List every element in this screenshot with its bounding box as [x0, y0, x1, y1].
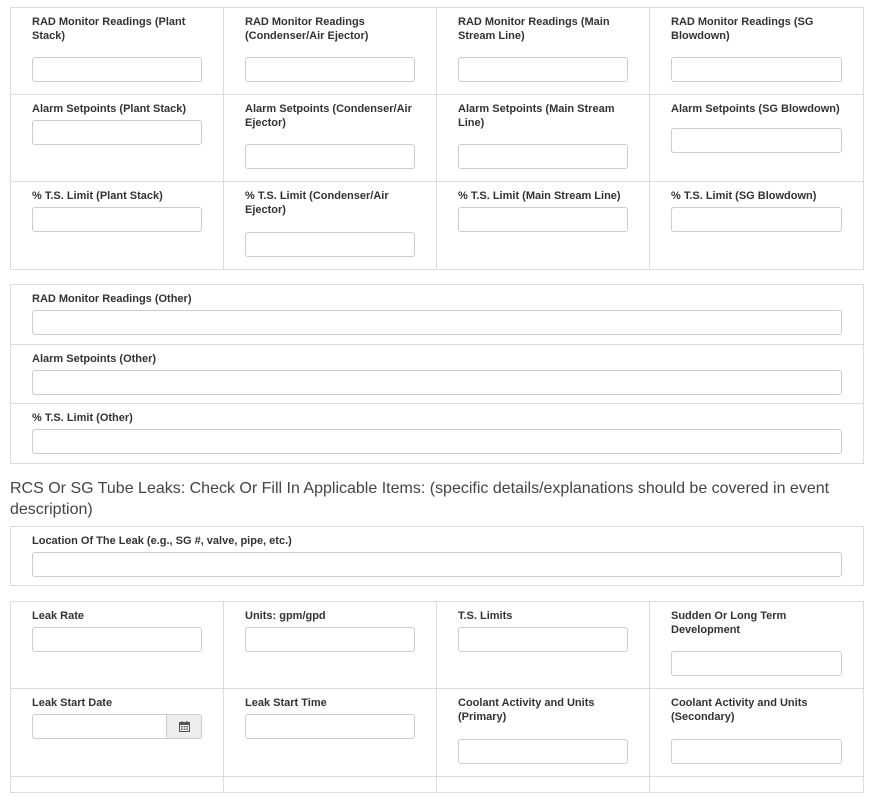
cell-units [224, 602, 437, 689]
coolant-primary-input[interactable] [458, 739, 628, 764]
empty-cell [11, 777, 224, 792]
row-ts-other [11, 404, 863, 463]
leak-rate-input[interactable] [32, 627, 202, 652]
field-label: Coolant Activity and Units (Secondary) [671, 697, 808, 723]
empty-cell [224, 777, 437, 792]
development-input[interactable] [671, 651, 842, 676]
field-label: Alarm Setpoints (SG Blowdown) [671, 103, 840, 115]
cell-ts-limits [437, 602, 650, 689]
field-label: % T.S. Limit (Main Stream Line) [458, 190, 621, 202]
cell-alarm-plant-stack [11, 95, 224, 182]
leaks-section-heading: RCS Or SG Tube Leaks: Check Or Fill In Applicable Items: (specific details/explanations should be covered in event description) [10, 480, 830, 518]
cell-ts-condenser [224, 182, 437, 269]
cell-rad-main-stream [437, 8, 650, 95]
coolant-secondary-input[interactable] [671, 739, 842, 764]
row-location [11, 527, 863, 585]
location-section [10, 526, 864, 586]
cell-ts-main-stream [437, 182, 650, 269]
cell-rad-condenser [224, 8, 437, 95]
calendar-button[interactable] [167, 714, 202, 739]
field-label: % T.S. Limit (SG Blowdown) [671, 190, 817, 202]
field-label: Leak Start Time [245, 697, 327, 709]
cell-coolant-secondary [650, 689, 863, 777]
rad-sg-blowdown-input[interactable] [671, 57, 842, 82]
row-rad-other [11, 285, 863, 345]
leak-location-input[interactable] [32, 552, 842, 577]
leak-start-time-input[interactable] [245, 714, 415, 739]
field-label: Coolant Activity and Units (Primary) [458, 697, 595, 723]
rad-monitor-grid [10, 7, 864, 270]
units-input[interactable] [245, 627, 415, 652]
alarm-sg-blowdown-input[interactable] [671, 128, 842, 153]
ts-sg-blowdown-input[interactable] [671, 207, 842, 232]
cell-development [650, 602, 863, 689]
alarm-condenser-input[interactable] [245, 144, 415, 169]
field-label: RAD Monitor Readings (Main Stream Line) [458, 16, 610, 42]
alarm-plant-stack-input[interactable] [32, 120, 202, 145]
rad-condenser-input[interactable] [245, 57, 415, 82]
calendar-icon [179, 721, 190, 732]
cell-coolant-primary [437, 689, 650, 777]
field-label: Leak Rate [32, 610, 84, 622]
rad-other-input[interactable] [32, 310, 842, 335]
alarm-main-stream-input[interactable] [458, 144, 628, 169]
alarm-other-input[interactable] [32, 370, 842, 395]
leak-details-grid [10, 601, 864, 793]
row-alarm-other [11, 345, 863, 404]
ts-main-stream-input[interactable] [458, 207, 628, 232]
field-label: Alarm Setpoints (Plant Stack) [32, 103, 187, 115]
field-label: Leak Start Date [32, 697, 113, 709]
cell-rad-sg-blowdown [650, 8, 863, 95]
cell-leak-start-time [224, 689, 437, 777]
field-label: T.S. Limits [458, 610, 513, 622]
leak-start-date-input[interactable] [32, 714, 167, 739]
rad-plant-stack-input[interactable] [32, 57, 202, 82]
field-label: % T.S. Limit (Other) [32, 412, 133, 424]
field-label: Units: gpm/gpd [245, 610, 326, 622]
field-label: RAD Monitor Readings (Other) [32, 293, 192, 305]
ts-limits-input[interactable] [458, 627, 628, 652]
field-label: RAD Monitor Readings (Plant Stack) [32, 16, 186, 42]
ts-other-input[interactable] [32, 429, 842, 454]
cell-ts-sg-blowdown [650, 182, 863, 269]
cell-leak-rate [11, 602, 224, 689]
field-label: Alarm Setpoints (Other) [32, 353, 157, 365]
cell-alarm-condenser [224, 95, 437, 182]
leak-start-date-group [32, 714, 202, 739]
cell-alarm-main-stream [437, 95, 650, 182]
field-label: Alarm Setpoints (Condenser/Air Ejector) [245, 103, 412, 129]
cell-ts-plant-stack [11, 182, 224, 269]
field-label: Location Of The Leak (e.g., SG #, valve, pipe, etc.) [32, 535, 292, 547]
empty-cell [650, 777, 863, 792]
cell-rad-plant-stack [11, 8, 224, 95]
field-label: RAD Monitor Readings (Condenser/Air Ejector) [245, 16, 369, 42]
field-label: % T.S. Limit (Plant Stack) [32, 190, 163, 202]
ts-condenser-input[interactable] [245, 232, 415, 257]
other-section [10, 284, 864, 464]
ts-plant-stack-input[interactable] [32, 207, 202, 232]
cell-alarm-sg-blowdown [650, 95, 863, 182]
empty-cell [437, 777, 650, 792]
rad-main-stream-input[interactable] [458, 57, 628, 82]
field-label: RAD Monitor Readings (SG Blowdown) [671, 16, 814, 42]
field-label: % T.S. Limit (Condenser/Air Ejector) [245, 190, 389, 216]
field-label: Alarm Setpoints (Main Stream Line) [458, 103, 615, 129]
field-label: Sudden Or Long Term Development [671, 610, 787, 636]
cell-leak-start-date [11, 689, 224, 777]
